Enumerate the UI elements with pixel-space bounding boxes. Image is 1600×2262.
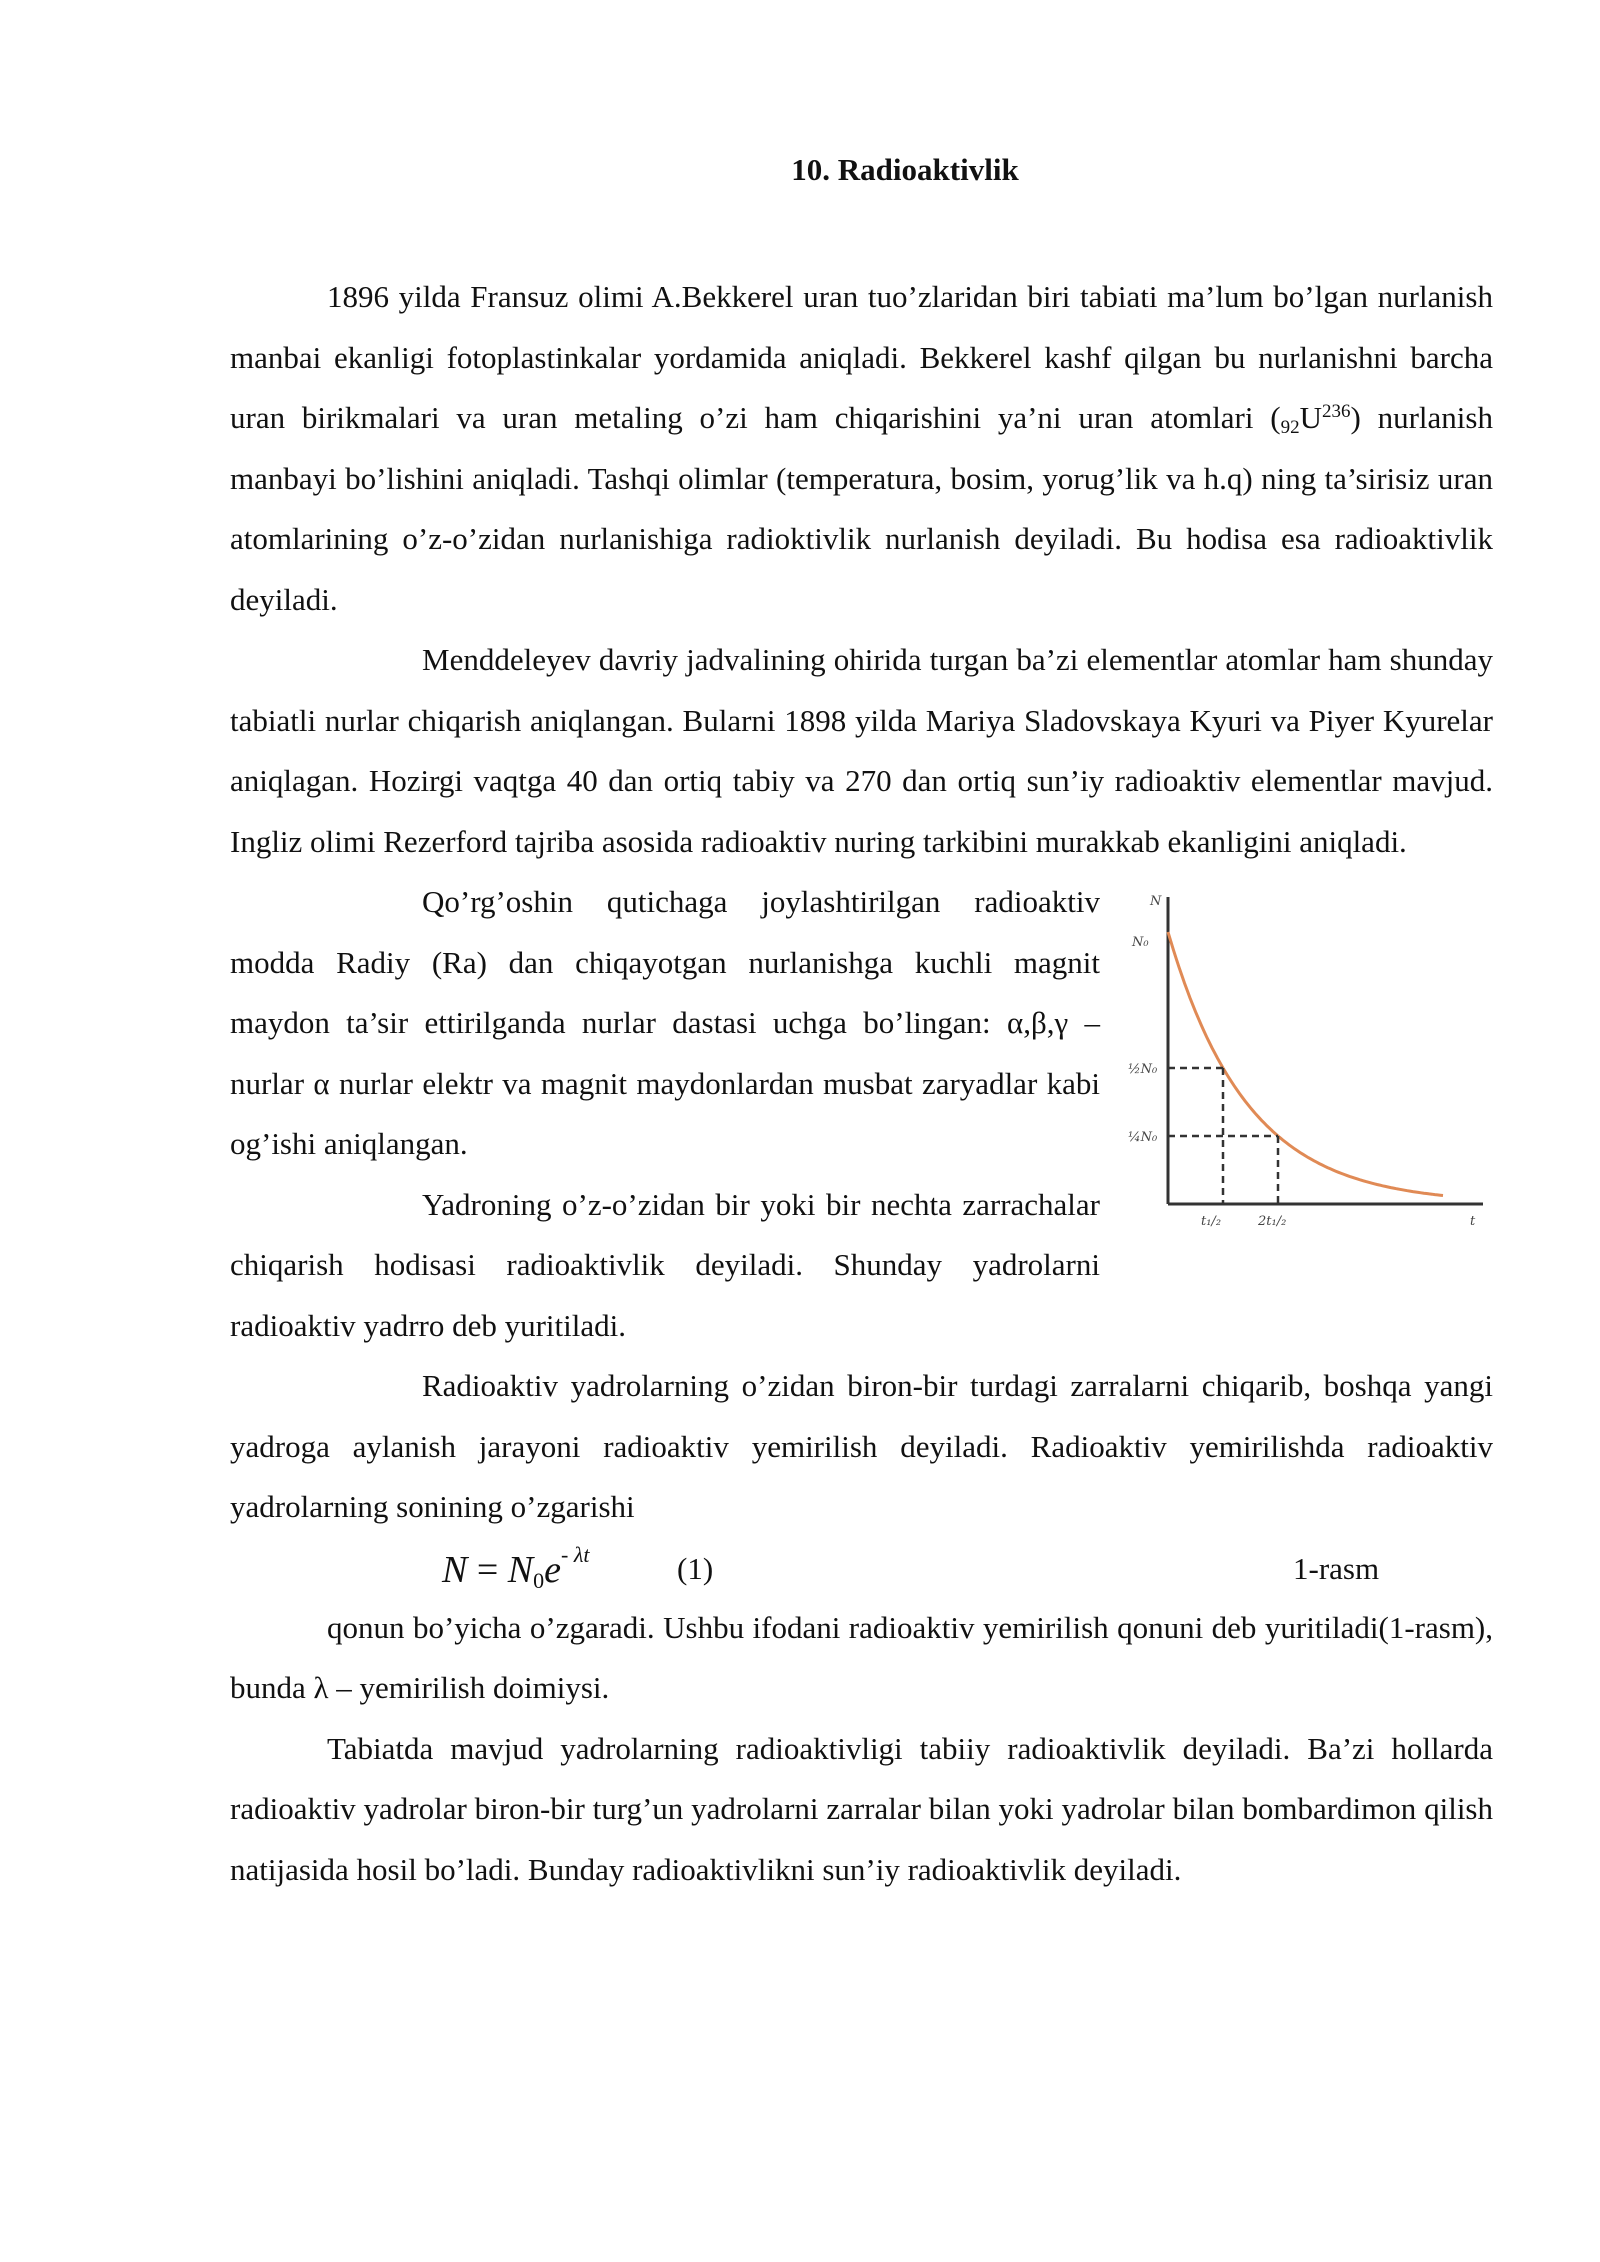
formula-exponent xyxy=(561,1542,589,1567)
decay-series-line xyxy=(1168,932,1443,1196)
decay-curve-figure xyxy=(1128,887,1493,1242)
formula-line xyxy=(230,1538,1493,1598)
paragraph-3: Qo’rg’oshin qutichaga joylashtirilgan radioaktiv modda Radiy (Ra) dan chiqayotgan nurlanishga kuchli magnit maydon ta’sir ettirilganda nurlar dastasi uchga bo’lingan: α,β,γ –nurlar α nurlar elektr va magnit maydonlardan musbat zaryadlar kabi og’ishi aniqlangan. xyxy=(230,884,1100,1161)
x-axis-label: t xyxy=(1470,1214,1476,1229)
formula-exponent-variable: λt xyxy=(573,1541,590,1567)
x-tick-label: t₁/₂ xyxy=(1201,1214,1222,1229)
y-tick-label: N₀ xyxy=(1132,935,1149,950)
formula-base-subscript: 0 xyxy=(533,1567,545,1593)
decay-law-formula xyxy=(442,1542,590,1594)
formula-exponent-sign: - xyxy=(561,1541,569,1567)
y-tick-label: ¼N₀ xyxy=(1128,1130,1158,1145)
paragraph-1 xyxy=(230,267,1493,630)
paragraph-6: qonun bo’yicha o’zgaradi. Ushbu ifodani radioaktiv yemirilish qonuni deb yuritiladi(1-rasm), bunda λ – yemirilish doimiysi. xyxy=(230,1609,1493,1705)
paragraph-1-text-a: 1896 yilda Fransuz olimi A.Bekkerel uran tuo’zlaridan biri tabiati ma’lum bo’lgan nurlanish manbai ekanligi fotoplastinkalar yordamida aniqladi. Bekkerel kashf qilgan bu nurlanishni barcha uran birikmalari va uran metaling o’zi ham chiqarishini ya’ni uran atomlari ( xyxy=(230,279,1493,435)
decay-chart xyxy=(1128,887,1493,1242)
equation-number: (1) xyxy=(677,1550,714,1586)
y-tick-label: ½N₀ xyxy=(1128,1062,1158,1077)
document-body xyxy=(230,267,1493,1900)
formula-lhs: N xyxy=(442,1548,468,1591)
formula-equals: = xyxy=(476,1548,499,1591)
paragraph-2: Menddeleyev davriy jadvalining ohirida turgan ba’zi elementlar atomlar ham shunday tabiatli nurlar chiqarish aniqlangan. Bularni 1898 yilda Mariya Sladovskaya Kyuri va Piyer Kyurelar aniqlagan. Hozirgi vaqtga 40 dan ortiq tabiy va 270 dan ortiq sun’iy radioaktiv elementlar mavjud. Ingliz olimi Rezerford tajriba asosida radioaktiv nuring tarkibini murakkab ekanligini aniqladi. xyxy=(230,642,1493,859)
paragraph-5: Radioaktiv yadrolarning o’zidan biron-bir turdagi zarralarni chiqarib, boshqa yangi yadroga aylanish jarayoni radioaktiv yemirilish deyiladi. Radioaktiv yemirilishda radioaktiv yadrolarning sonining o’zgarishi xyxy=(230,1368,1493,1524)
element-symbol: U xyxy=(1299,400,1322,435)
atomic-number-subscript: 92 xyxy=(1280,417,1300,438)
paragraph-4: Yadroning o’z-o’zidan bir yoki bir nechta zarrachalar chiqarish hodisasi radioaktivlik deyiladi. Shunday yadrolarni radioaktiv yadrro deb yuritiladi. xyxy=(230,1186,1100,1343)
formula-exponential: e xyxy=(544,1548,562,1591)
mass-number-superscript: 236 xyxy=(1322,401,1351,422)
formula-base: N xyxy=(507,1548,534,1591)
paragraph-1-text-b: ) nurlanish manbayi bo’lishini aniqladi. Tashqi olimlar (temperatura, bosim, yorug’lik va h.q) ning ta’sirisiz uran atomlarining o’z-o’zidan nurlanishiga radioktivlik nurlanish deyiladi. Bu hodisa esa radioaktivlik deyiladi. xyxy=(230,400,1493,617)
section-title: 10. Radioaktivlik xyxy=(791,152,1019,187)
figure-caption: 1-rasm xyxy=(1293,1550,1380,1586)
x-tick-label: 2t₁/₂ xyxy=(1258,1214,1287,1229)
y-axis-label: N xyxy=(1150,894,1162,909)
paragraph-7: Tabiatda mavjud yadrolarning radioaktivligi tabiiy radioaktivlik deyiladi. Ba’zi hollarda radioaktiv yadrolar biron-bir turg’un yadrolarni zarralar bilan yoki yadrolar bilan bombardimon qilish natijasida hosil bo’ladi. Bunday radioaktivlikni sun’iy radioaktivlik deyiladi. xyxy=(230,1730,1493,1887)
